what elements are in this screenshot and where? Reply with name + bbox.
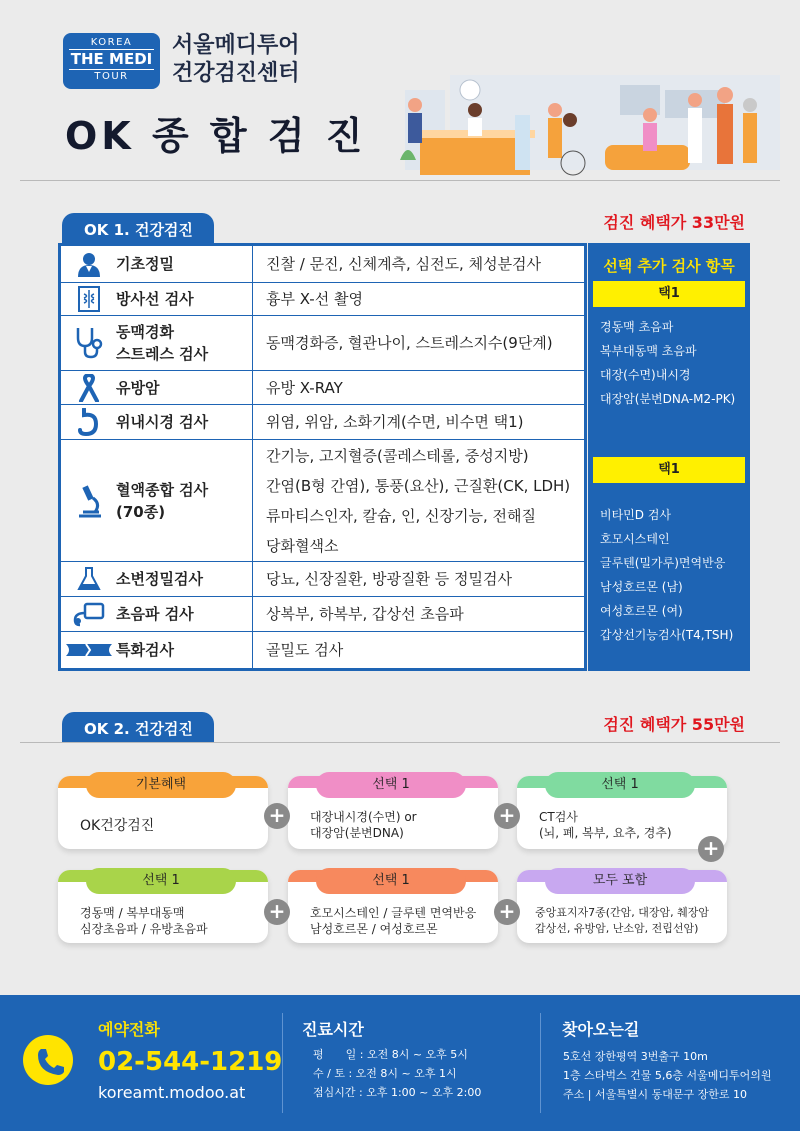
hours-line: 점심시간 : 오후 1:00 ~ 오후 2:00 — [313, 1086, 482, 1099]
list-item: 호모시스테인 — [600, 532, 670, 546]
location-line: 1층 스타벅스 건물 5,6층 서울메디투어의원 — [563, 1069, 772, 1082]
card-text — [310, 809, 417, 841]
row-name: 동맥경화 스트레스 검사 — [116, 316, 253, 370]
row-desc: 흉부 X-선 촬영 — [266, 290, 363, 308]
hours-title: 진료시간 — [302, 1020, 364, 1039]
hours-list — [313, 1045, 481, 1102]
row-name: 혈액종합 검사 (70종) — [116, 440, 253, 561]
card-line: (뇌, 폐, 복부, 요추, 경추) — [539, 826, 672, 840]
desc-line: 간기능, 고지혈증(콜레스테롤, 중성지방) — [266, 446, 529, 465]
xray-icon — [61, 283, 116, 315]
doctor-icon — [61, 246, 116, 282]
row-name: 특화검사 — [116, 632, 253, 668]
microscope-icon — [61, 440, 116, 561]
list-item: 갑상선기능검사(T4,TSH) — [600, 628, 734, 642]
list-item: 여성호르몬 (여) — [600, 604, 683, 618]
bone-icon — [61, 632, 116, 668]
plus-icon: + — [264, 899, 290, 925]
row-desc: 당뇨, 신장질환, 방광질환 등 정밀검사 — [266, 570, 512, 588]
footer — [0, 995, 800, 1131]
choose-one-tag: 택1 — [593, 457, 745, 483]
flask-icon — [61, 562, 116, 596]
section2-divider — [20, 742, 780, 743]
stomach-icon — [61, 405, 116, 439]
plus-icon: + — [698, 836, 724, 862]
location-line: 주소 | 서울특별시 동대문구 장한로 10 — [563, 1088, 747, 1101]
logo-line3: TOUR — [94, 71, 129, 82]
stethoscope-icon — [61, 316, 116, 370]
option-card — [517, 776, 727, 849]
card-text — [535, 905, 709, 937]
hours-line: 평 일 : 오전 8시 ~ 오후 5시 — [313, 1048, 468, 1061]
table-row — [61, 371, 584, 405]
section1-tab: OK 1. 건강검진 — [62, 213, 214, 243]
location-list — [563, 1047, 772, 1104]
desc-line: 간염(B형 간염), 통풍(요산), 근질환(CK, LDH) — [266, 476, 571, 495]
checkup-table — [58, 243, 587, 671]
section1-benefit: 검진 혜택가 33만원 — [603, 213, 745, 232]
card-line: 호모시스테인 / 글루텐 면역반응 — [310, 906, 477, 920]
list-item: 경동맥 초음파 — [600, 320, 674, 334]
card-line: 갑상선, 유방암, 난소암, 전립선암) — [535, 922, 699, 935]
table-row — [61, 562, 584, 597]
card-label: 선택 1 — [316, 772, 466, 798]
optional-list-1 — [600, 315, 735, 411]
row-desc: 상복부, 하복부, 갑상선 초음파 — [266, 605, 464, 623]
logo-line2: THE MEDI — [70, 50, 153, 68]
table-row — [61, 283, 584, 316]
card-line: 중앙표지자7종(간암, 대장암, 췌장암 — [535, 906, 710, 919]
row-name: 소변정밀검사 — [116, 562, 253, 596]
list-item: 대장암(분변DNA-M2-PK) — [600, 392, 736, 406]
website-link[interactable]: koreamt.modoo.at — [98, 1083, 246, 1102]
brand-name — [172, 32, 300, 88]
hours-line: 수 / 토 : 오전 8시 ~ 오후 1시 — [313, 1067, 457, 1080]
plus-icon: + — [494, 803, 520, 829]
page-title: OK 종 합 검 진 — [65, 114, 367, 158]
row-name: 유방암 — [116, 371, 253, 404]
card-text: OK건강검진 — [80, 818, 155, 834]
footer-divider — [282, 1013, 283, 1113]
list-item: 대장(수면)내시경 — [600, 368, 691, 382]
row-name: 방사선 검사 — [116, 283, 253, 315]
ribbon-icon — [61, 371, 116, 404]
optional-tests-panel — [588, 243, 750, 671]
footer-divider — [540, 1013, 541, 1113]
plus-icon: + — [494, 899, 520, 925]
option-card — [288, 776, 498, 849]
row-name: 기초정밀 — [116, 246, 253, 282]
option-card — [58, 776, 268, 849]
card-line: 대장내시경(수면) or — [310, 810, 417, 824]
card-label: 모두 포함 — [545, 868, 695, 894]
card-line: 남성호르몬 / 여성호르몬 — [310, 922, 438, 936]
phone-icon — [23, 1035, 73, 1085]
row-name: 초음파 검사 — [116, 597, 253, 631]
logo — [63, 33, 160, 89]
card-text — [80, 905, 208, 937]
card-text — [310, 905, 476, 937]
option-card — [517, 870, 727, 943]
row-desc: 위염, 위암, 소화기계(수면, 비수면 택1) — [266, 413, 524, 431]
table-row — [61, 316, 584, 371]
table-row — [61, 440, 584, 562]
card-line: 심장초음파 / 유방초음파 — [80, 922, 208, 936]
list-item: 복부대동맥 초음파 — [600, 344, 697, 358]
logo-line1: KOREA — [90, 37, 133, 48]
location-title: 찾아오는길 — [562, 1020, 640, 1039]
card-label: 선택 1 — [316, 868, 466, 894]
row-desc: 진찰 / 문진, 신체계측, 심전도, 체성분검사 — [266, 255, 542, 273]
table-row — [61, 405, 584, 440]
row-desc: 골밀도 검사 — [266, 641, 344, 659]
card-line: 경동맥 / 복부대동맥 — [80, 906, 185, 920]
option-card — [288, 870, 498, 943]
reservation-title: 예약전화 — [98, 1020, 160, 1039]
card-label: 선택 1 — [545, 772, 695, 798]
card-line: 대장암(분변DNA) — [310, 826, 404, 840]
location-line: 5호선 장한평역 3번출구 10m — [563, 1050, 708, 1063]
row-desc — [253, 440, 584, 561]
desc-line: 류마티스인자, 칼슘, 인, 신장기능, 전해질 — [266, 506, 536, 525]
table-row — [61, 597, 584, 632]
plus-icon: + — [264, 803, 290, 829]
row-name: 위내시경 검사 — [116, 405, 253, 439]
row-desc: 동맥경화증, 혈관나이, 스트레스지수(9단계) — [266, 334, 553, 352]
list-item: 비타민D 검사 — [600, 508, 672, 522]
row-desc: 유방 X-RAY — [266, 378, 343, 397]
list-item: 남성호르몬 (남) — [600, 580, 683, 594]
option-card — [58, 870, 268, 943]
phone-number[interactable]: 02-544-1219 — [98, 1047, 283, 1077]
table-row — [61, 632, 584, 668]
optional-tests-title: 선택 추가 검사 항목 — [603, 257, 735, 275]
desc-line: 당화혈색소 — [266, 536, 339, 555]
brand-line1: 서울메디투어 — [172, 33, 300, 58]
card-label: 선택 1 — [86, 868, 236, 894]
card-label: 기본혜택 — [86, 772, 236, 798]
choose-one-tag: 택1 — [593, 281, 745, 307]
section2-tab: OK 2. 건강검진 — [62, 712, 214, 742]
ultrasound-icon — [61, 597, 116, 631]
brand-line2: 건강검진센터 — [172, 61, 300, 86]
section2-benefit: 검진 혜택가 55만원 — [603, 715, 745, 734]
table-row — [61, 246, 584, 283]
optional-list-2 — [600, 503, 733, 647]
card-line: CT검사 — [539, 810, 578, 824]
header-divider — [20, 180, 780, 181]
clinic-illustration — [395, 60, 780, 180]
list-item: 글루텐(밀가루)면역반응 — [600, 556, 726, 570]
card-text — [539, 809, 672, 841]
